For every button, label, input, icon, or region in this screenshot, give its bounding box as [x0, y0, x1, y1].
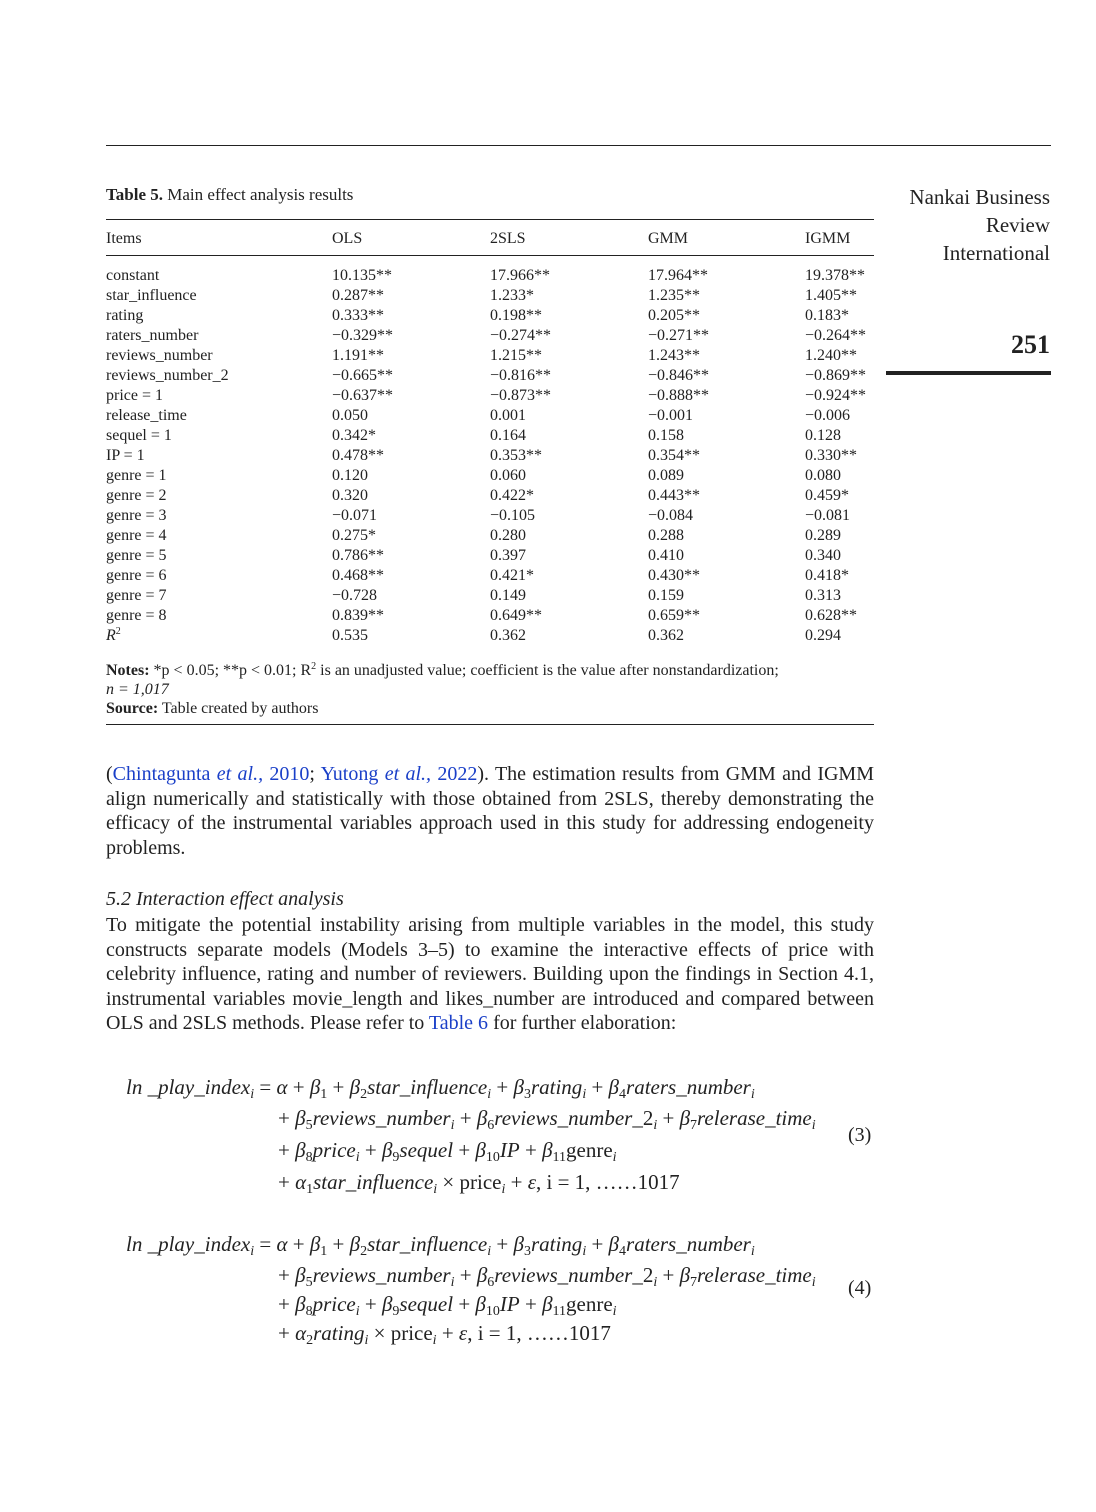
- equation-4-line-2: + $\beta_5reviews\_number_i$ + $\beta_6reviews\_number\_2_i$ + $\beta_7relerase\_time_i$: [278, 1263, 816, 1290]
- table-cell: 0.164: [490, 427, 526, 444]
- table-cell: 0.418*: [805, 567, 849, 584]
- table-row: [106, 286, 874, 306]
- citation-etal: et al.,: [216, 763, 264, 785]
- table-cell: 0.410: [648, 547, 684, 564]
- section-heading: 5.2 Interaction effect analysis: [106, 888, 344, 910]
- table-cell: 0.354**: [648, 447, 700, 464]
- table-row: [106, 426, 874, 446]
- row-label: [106, 626, 332, 650]
- column-header: 2SLS: [490, 220, 648, 256]
- table-cell: 0.421*: [490, 567, 534, 584]
- table-cell: −0.274**: [490, 327, 552, 344]
- table-cell: 0.128: [805, 427, 841, 444]
- citation-separator: ;: [309, 763, 321, 785]
- r2-superscript: 2: [115, 626, 121, 637]
- table-caption: [106, 185, 353, 205]
- table-cell: 1.235**: [648, 287, 700, 304]
- table-row: [106, 326, 874, 346]
- paragraph-text: ). The estimation results from GMM and IGMM align numerically and statistically with those obtained from 2SLS, thereby demonstrating the efficacy of the instrumental variables approach used in this study for addressing endogeneity problems.: [106, 763, 874, 859]
- table-row: [106, 366, 874, 386]
- notes-line: [106, 661, 874, 680]
- table-cell: 17.964**: [648, 267, 708, 284]
- table-bottom-rule: [106, 724, 874, 725]
- table-row: [106, 446, 874, 466]
- table-cell: −0.264**: [805, 327, 867, 344]
- table-row: [106, 386, 874, 406]
- table-cell: 0.362: [648, 627, 684, 644]
- table-cell: 0.287**: [332, 287, 384, 304]
- table-cell: 0.120: [332, 467, 368, 484]
- table-row: [106, 406, 874, 426]
- table-cell: 0.275*: [332, 527, 376, 544]
- table-row-r2: [106, 626, 874, 650]
- table-cell: 1.215**: [490, 347, 542, 364]
- table-cell: −0.329**: [332, 327, 394, 344]
- table-cell: 19.378**: [805, 267, 865, 284]
- row-label: release_time: [106, 407, 187, 424]
- table-cell: 0.659**: [648, 607, 700, 624]
- page-number: 251: [1011, 330, 1050, 359]
- table-cell: −0.924**: [805, 387, 867, 404]
- table-row: [106, 506, 874, 526]
- table-cell: 0.080: [805, 467, 841, 484]
- equation-4-line-3: + $\beta_8price_i$ + $\beta_9sequel + \beta_{10}IP$ + $\beta_{11}genre_i$: [278, 1292, 617, 1319]
- table-cell: 0.422*: [490, 487, 534, 504]
- table-cell: 0.280: [490, 527, 526, 544]
- table-cell: 0.649**: [490, 607, 542, 624]
- table-cell: 0.397: [490, 547, 526, 564]
- table-row: [106, 546, 874, 566]
- equation-4-number: (4): [848, 1277, 872, 1299]
- table-row: [106, 586, 874, 606]
- table-cell: 0.430**: [648, 567, 700, 584]
- table-cell: 0.468**: [332, 567, 384, 584]
- table-cell: −0.105: [490, 507, 536, 524]
- citation-year: 2010: [269, 763, 310, 785]
- paragraph-estimation: [106, 762, 874, 860]
- citation-etal: et al.,: [384, 763, 432, 785]
- notes-text-cont: is an unadjusted value; coefficient is the value after nonstandardization;: [316, 662, 779, 679]
- table-cell: 0.340: [805, 547, 841, 564]
- row-label: genre = 8: [106, 607, 167, 624]
- table-cell: 0.786**: [332, 547, 384, 564]
- paragraph-text: To mitigate the potential instability arising from multiple variables in the model, this study constructs separate models (Models 3–5) to examine the interactive effects of price with celebrity influence, rating and number of reviewers. Building upon the findings in Section 4.1, instrumental variables movie_length and likes_number are introduced and compared between OLS and 2SLS methods. Please refer to: [106, 914, 874, 1034]
- r2-label: R: [106, 627, 116, 644]
- row-label: genre = 2: [106, 487, 167, 504]
- table-cell: −0.081: [805, 507, 851, 524]
- column-header: IGMM: [805, 220, 874, 256]
- table-cell: 0.288: [648, 527, 684, 544]
- notes-superscript: 2: [311, 661, 317, 672]
- table-cell: −0.888**: [648, 387, 710, 404]
- table-cell: 0.353**: [490, 447, 542, 464]
- table-row: [106, 256, 874, 287]
- table-cell: 0.050: [332, 407, 368, 424]
- row-label: genre = 3: [106, 507, 167, 524]
- paragraph-interaction: [106, 913, 874, 1036]
- row-label: genre = 1: [106, 467, 167, 484]
- journal-name-line-3: International: [942, 241, 1050, 265]
- table-cell: −0.001: [648, 407, 694, 424]
- journal-name: [909, 183, 1050, 267]
- equation-4-line-4: + $\alpha_2rating_i$ × price$_i$ + ε, i = 1, ……1017: [278, 1321, 611, 1348]
- table-cell: −0.071: [332, 507, 378, 524]
- table-cell: 0.205**: [648, 307, 700, 324]
- table-cell: 0.330**: [805, 447, 857, 464]
- notes-text: *p < 0.05; **p < 0.01; R: [153, 662, 312, 679]
- table-cell: −0.637**: [332, 387, 394, 404]
- page-number-rule: [886, 371, 1051, 375]
- notes-sample-size: n = 1,017: [106, 681, 169, 698]
- citation-year: 2022: [437, 763, 478, 785]
- table-row: [106, 606, 874, 626]
- row-label: star_influence: [106, 287, 197, 304]
- journal-name-line-1: Nankai Business: [909, 185, 1050, 209]
- table-cell: 0.320: [332, 487, 368, 504]
- table-6-link[interactable]: Table 6: [428, 1012, 489, 1034]
- table-cell: 0.294: [805, 627, 841, 644]
- table-cell: 0.289: [805, 527, 841, 544]
- table-cell: 0.362: [490, 627, 526, 644]
- table-cell: 0.535: [332, 627, 368, 644]
- table-cell: 17.966**: [490, 267, 550, 284]
- table-header-row: [106, 220, 874, 256]
- equation-3-line-1: ln _play_index$_i$ = $\alpha + \beta_1$ + $\beta_2star\_influence_i$ + $\beta_3rating_i$ + $\beta_4raters\_number_i$: [126, 1075, 755, 1102]
- table-cell: 0.628**: [805, 607, 857, 624]
- row-label: genre = 7: [106, 587, 167, 604]
- table-cell: 0.443**: [648, 487, 700, 504]
- journal-name-line-2: Review: [985, 213, 1050, 237]
- table-cell: 0.839**: [332, 607, 384, 624]
- equation-3-line-4: + $\alpha_1star\_influence_i$ × price$_i$ + ε, i = 1, ……1017: [278, 1170, 680, 1197]
- table-cell: 0.333**: [332, 307, 384, 324]
- table-row: [106, 526, 874, 546]
- table-cell: 0.089: [648, 467, 684, 484]
- citation-yutong[interactable]: [321, 763, 478, 785]
- equation-3-line-2: + $\beta_5reviews\_number_i$ + $\beta_6reviews\_number\_2_i$ + $\beta_7relerase\_time_i$: [278, 1106, 816, 1133]
- row-label: IP = 1: [106, 447, 145, 464]
- row-label: price = 1: [106, 387, 163, 404]
- equation-4-line-1: ln _play_index$_i$ = $\alpha + \beta_1$ + $\beta_2star\_influence_i$ + $\beta_3rating_i$ + $\beta_4raters\_number_i$: [126, 1232, 755, 1259]
- row-label: raters_number: [106, 327, 199, 344]
- paren-open: (: [106, 763, 113, 785]
- row-label: genre = 4: [106, 527, 167, 544]
- row-label: genre = 5: [106, 547, 167, 564]
- column-header: GMM: [648, 220, 805, 256]
- table-cell: 0.459*: [805, 487, 849, 504]
- table-cell: 0.149: [490, 587, 526, 604]
- table-cell: −0.873**: [490, 387, 552, 404]
- table-cell: 0.158: [648, 427, 684, 444]
- table-cell: 0.198**: [490, 307, 542, 324]
- row-label: reviews_number_2: [106, 367, 229, 384]
- source-text: Table created by authors: [161, 700, 319, 717]
- column-header: OLS: [332, 220, 490, 256]
- table-cell: 1.405**: [805, 287, 857, 304]
- notes-label: Notes:: [106, 662, 150, 679]
- row-label: genre = 6: [106, 567, 167, 584]
- row-label: rating: [106, 307, 144, 324]
- table-row: [106, 466, 874, 486]
- table-cell: 1.240**: [805, 347, 857, 364]
- row-label: sequel = 1: [106, 427, 172, 444]
- table-row: [106, 306, 874, 326]
- table-notes: [106, 661, 874, 718]
- table-row: [106, 346, 874, 366]
- table-row: [106, 486, 874, 506]
- citation-chintagunta[interactable]: [113, 763, 310, 785]
- row-label: reviews_number: [106, 347, 213, 364]
- table-cell: 0.342*: [332, 427, 376, 444]
- table-cell: −0.728: [332, 587, 378, 604]
- table-cell: 0.001: [490, 407, 526, 424]
- table-cell: 1.191**: [332, 347, 384, 364]
- header-rule: [106, 145, 1051, 146]
- source-line: [106, 699, 874, 718]
- equation-3-line-3: + $\beta_8price_i$ + $\beta_9sequel + \beta_{10}IP$ + $\beta_{11}genre_i$: [278, 1138, 617, 1165]
- table-cell: −0.006: [805, 407, 851, 424]
- table-label: Table 5.: [106, 185, 164, 204]
- table-cell: 0.313: [805, 587, 841, 604]
- table-cell: 0.183*: [805, 307, 849, 324]
- table-cell: −0.869**: [805, 367, 867, 384]
- column-header: Items: [106, 220, 332, 256]
- table-cell: −0.084: [648, 507, 694, 524]
- row-label: constant: [106, 267, 160, 284]
- citation-author: Yutong: [320, 763, 379, 785]
- table-title: Main effect analysis results: [167, 185, 354, 204]
- table-cell: −0.846**: [648, 367, 710, 384]
- table-cell: 0.060: [490, 467, 526, 484]
- table-cell: −0.665**: [332, 367, 394, 384]
- table-row: [106, 566, 874, 586]
- table-cell: 1.233*: [490, 287, 534, 304]
- table-cell: 1.243**: [648, 347, 700, 364]
- paragraph-text-end: for further elaboration:: [488, 1012, 677, 1034]
- source-label: Source:: [106, 700, 159, 717]
- table-cell: −0.816**: [490, 367, 552, 384]
- table-cell: −0.271**: [648, 327, 710, 344]
- table-cell: 0.159: [648, 587, 684, 604]
- table-cell: 10.135**: [332, 267, 392, 284]
- results-table: [106, 219, 874, 650]
- table-cell: 0.478**: [332, 447, 384, 464]
- equation-3-number: (3): [848, 1124, 872, 1146]
- citation-author: Chintagunta: [112, 763, 211, 785]
